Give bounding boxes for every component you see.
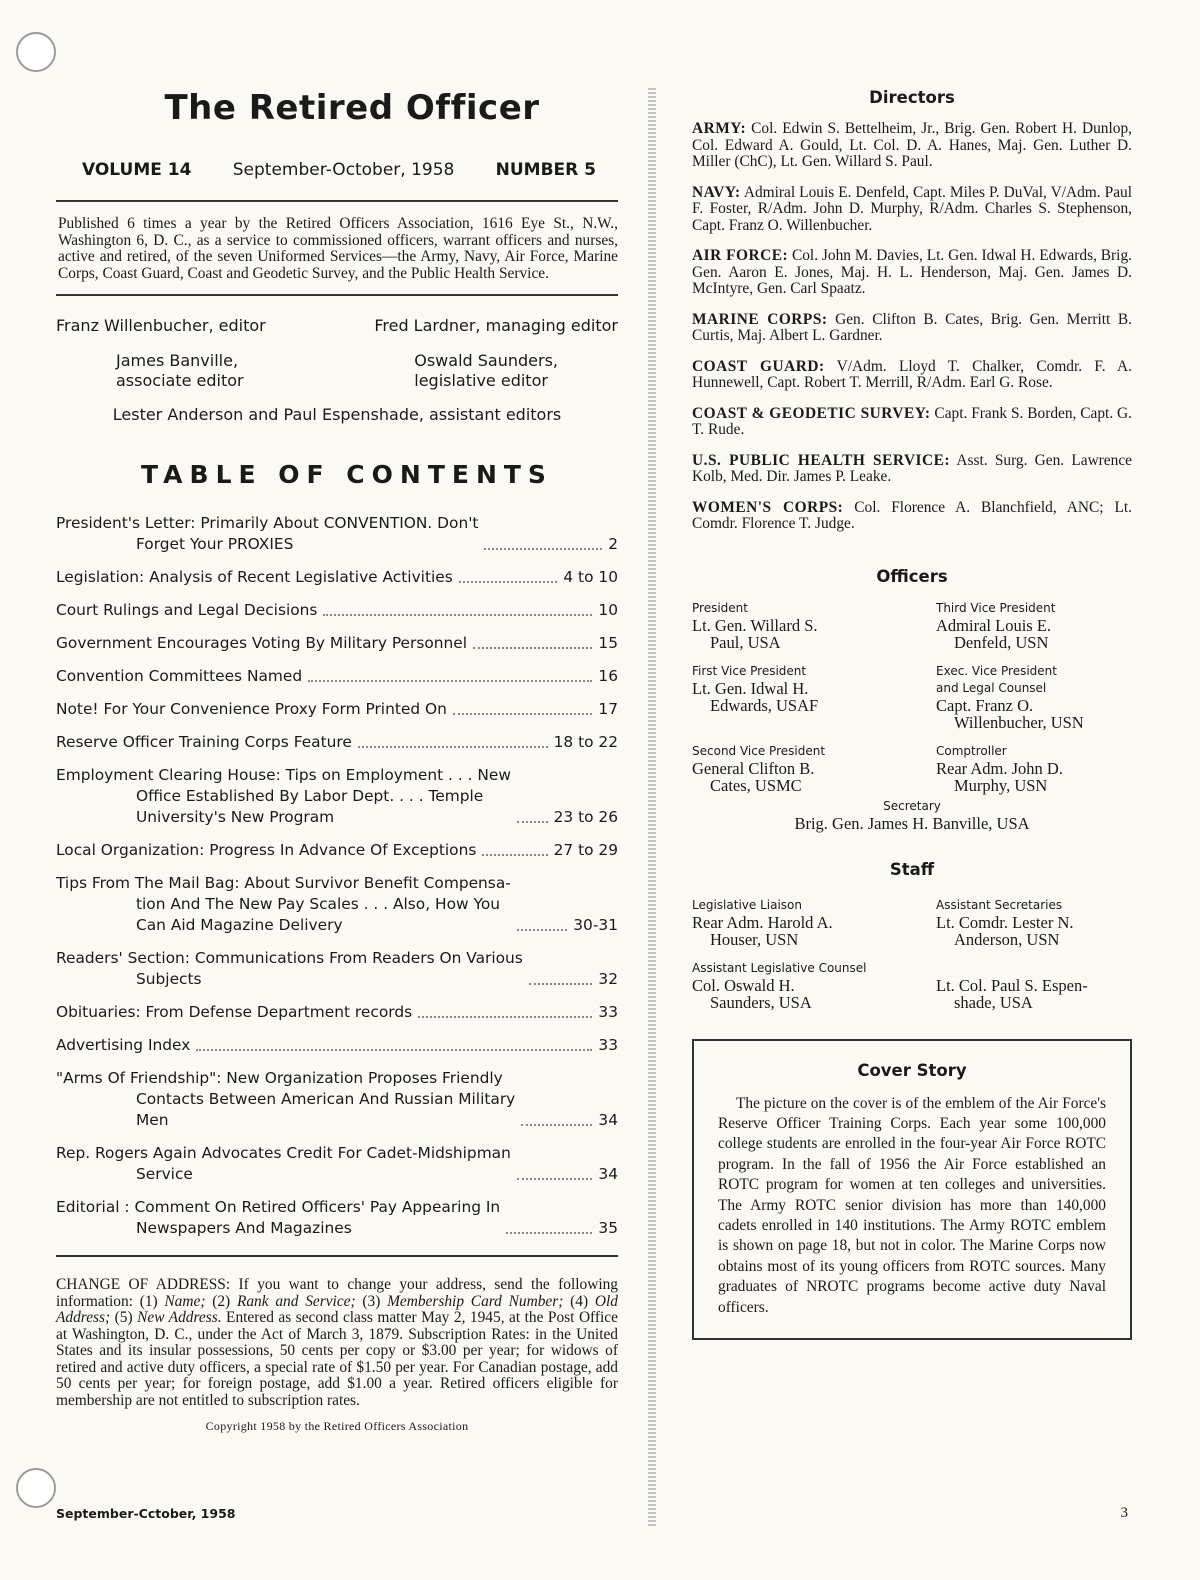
staff-name-line: Lt. Col. Paul S. Espen- (936, 975, 1088, 995)
toc-entry-title (56, 840, 476, 861)
officers-heading: Officers (876, 566, 948, 586)
toc-entry (56, 699, 618, 720)
toc-entry-title (56, 600, 317, 621)
toc-entry-line: Legislation: Analysis of Recent Legislative Activities (56, 568, 453, 586)
issue-line (56, 160, 618, 180)
right-column (692, 88, 1132, 1340)
staff-name-line: Saunders, USA (710, 992, 812, 1012)
officer-entry (692, 600, 936, 651)
toc-entry-line: Tips From The Mail Bag: About Survivor Benefit Compensa- (56, 874, 511, 892)
officer-name-line: Murphy, USN (954, 775, 1048, 795)
footer-date: September-Cctober, 1958 (56, 1506, 236, 1521)
director-service-label: COAST & GEODETIC SURVEY: (692, 404, 931, 422)
officers-grid (692, 600, 1132, 794)
director-service-label: AIR FORCE: (692, 247, 789, 264)
toc-entry-line: Obituaries: From Defense Department records (56, 1003, 413, 1021)
director-names: Col. Florence A. Blanchfield, ANC; Lt. Comdr. Florence T. Judge. (692, 498, 1132, 532)
staff-name (692, 914, 936, 948)
masthead-title: The Retired Officer (164, 88, 540, 128)
toc-entry-page: 10 (598, 601, 618, 619)
director-group (692, 453, 1132, 486)
toc-entry (56, 765, 618, 828)
toc-entry (56, 1002, 618, 1023)
dot-leader (521, 1124, 592, 1126)
editor-credit: Franz Willenbucher, editor (56, 316, 266, 335)
director-service-label: WOMEN'S CORPS: (692, 498, 844, 516)
toc-entry (56, 1068, 618, 1131)
legislative-editor-name: Oswald Saunders, (414, 351, 558, 370)
toc-entry-page: 34 (598, 1165, 618, 1183)
dot-leader (517, 821, 548, 823)
staff-entry (692, 960, 936, 1011)
officer-title: First Vice President (692, 663, 807, 678)
toc-entry (56, 1143, 618, 1185)
toc-entry (56, 732, 618, 753)
toc-entry-line: Employment Clearing House: Tips on Employment . . . New (56, 766, 511, 784)
director-service-label: ARMY: (692, 120, 747, 137)
toc-entry-line: Newspapers And Magazines (136, 1219, 352, 1237)
officer-entry (936, 663, 1132, 731)
staff-name (936, 977, 1132, 1011)
director-service-label: NAVY: (692, 183, 741, 201)
toc-entry-line: Advertising Index (56, 1036, 191, 1054)
officer-title-line2: and Legal Counsel (936, 680, 1047, 695)
toc-entry (56, 948, 618, 990)
toc-entry-line: Service (136, 1165, 193, 1183)
change-of-address-notice: CHANGE OF ADDRESS: If you want to change your address, send the following information: (1) Name; (2) Rank and Service; (3) Membership Card Number; (4) Old Address; (5) New Address. Entered as second class matter May 2, 1945, at the Post Office at Washington, D. C., under the Act of March 3, 1879. Subscription Rates: in the United States and its insular possessions, 50 cents per copy or $3.00 per year; for widows of retired and active duty officers, a special rate of $1.50 per year. For Canadian postage, add 50 cents per year; for foreign postage, add $1.00 a year. Retired officers eligible for membership are not entitled to subscription rates. (56, 1276, 618, 1409)
officer-entry (692, 663, 936, 731)
officer-title: Exec. Vice President (936, 663, 1057, 678)
assistant-editors-credit: Lester Anderson and Paul Espenshade, assistant editors (112, 405, 562, 424)
officer-title: Third Vice President (936, 600, 1056, 615)
officer-name (692, 617, 936, 651)
toc-entry (56, 513, 618, 555)
toc-entry-line: Convention Committees Named (56, 667, 303, 685)
toc-entry-line: Contacts Between American And Russian Military (136, 1090, 516, 1108)
officer-name (692, 760, 936, 794)
director-service-label: U.S. PUBLIC HEALTH SERVICE: (692, 451, 951, 469)
staff-name-line: Anderson, USN (954, 929, 1060, 949)
dot-leader (529, 983, 593, 985)
staff-entry (936, 897, 1132, 948)
director-names: Col. John M. Davies, Lt. Gen. Idwal H. Edwards, Brig. Gen. Aaron E. Jones, Maj. H. L. Henderson, Maj. Gen. James D. McIntyre, Gen. Carl Spaatz. (692, 247, 1133, 297)
issue-date: September-October, 1958 (232, 160, 455, 180)
dot-leader (453, 713, 593, 715)
toc-entry-title (56, 732, 352, 753)
toc-entry-title (56, 699, 447, 720)
toc-entry-line: Can Aid Magazine Delivery (136, 916, 343, 934)
dot-leader (482, 854, 547, 856)
staff-name (692, 977, 936, 1011)
staff-grid (692, 897, 1132, 1011)
binder-hole-top (16, 32, 56, 72)
toc-entry-line: Rep. Rogers Again Advocates Credit For Cadet-Midshipman (56, 1144, 511, 1162)
officer-name-line: Rear Adm. John D. (936, 758, 1063, 778)
toc-entry-page: 17 (598, 700, 618, 718)
director-names: Capt. Frank S. Borden, Capt. G. T. Rude. (692, 404, 1132, 438)
publication-notice: Published 6 times a year by the Retired Officers Association, 1616 Eye St., N.W., Washington 6, D. C., as a service to commissioned officers, warrant officers and nurses, active and retired, of the seven Uniformed Services—the Army, Navy, Air Force, Marine Corps, Coast Guard, Coast and Geodetic Survey, and the Public Health Service. (58, 215, 618, 282)
toc-heading: TABLE OF CONTENTS (141, 460, 553, 489)
toc-entry-line: Reserve Officer Training Corps Feature (56, 733, 352, 751)
staff-title: Assistant Legislative Counsel (692, 960, 867, 975)
toc-entry-title (56, 1035, 190, 1056)
officer-name (692, 680, 936, 714)
toc-entry-line: Local Organization: Progress In Advance Of Exceptions (56, 841, 477, 859)
page-number: 3 (1120, 1505, 1128, 1521)
officer-name-line: Lt. Gen. Willard S. (692, 615, 818, 635)
staff-entry (692, 897, 936, 948)
staff-name-line: Lt. Comdr. Lester N. (936, 912, 1074, 932)
dot-leader (459, 581, 558, 583)
secretary-title: Secretary (883, 798, 941, 813)
officer-title: Second Vice President (692, 743, 826, 758)
managing-editor-credit: Fred Lardner, managing editor (374, 316, 618, 335)
cover-story-text: The picture on the cover is of the emblem of the Air Force's Reserve Officer Training Corps. Each year some 100,000 college students are enrolled in the four-year Air Force ROTC program. In the fall of 1956 the Air Force established an ROTC program for women at ten colleges and universities. The Army ROTC senior division has more than 140,000 cadets enrolled in 140 institutions. The Army ROTC emblem is shown on page 18, but not in color. The Marine Corps now obtains most of its young officers from ROTC sources. Many graduates of NROTC programs become active duty Naval officers. (718, 1094, 1106, 1316)
toc-entry-line: Court Rulings and Legal Decisions (56, 601, 318, 619)
toc-entry-title (56, 666, 302, 687)
toc-entry-title (56, 1143, 511, 1185)
officer-name-line: Cates, USMC (710, 775, 802, 795)
officer-entry (936, 743, 1132, 794)
copyright-line: Copyright 1958 by the Retired Officers Association (205, 1419, 469, 1433)
toc-entry-page: 33 (598, 1003, 618, 1021)
staff-title: Assistant Secretaries (936, 897, 1063, 912)
toc-entry-page: 4 to 10 (563, 568, 618, 586)
toc-entry-page: 27 to 29 (553, 841, 618, 859)
officer-name-line: Capt. Franz O. (936, 695, 1034, 715)
officer-name-line: Lt. Gen. Idwal H. (692, 678, 809, 698)
cover-story-box (692, 1039, 1132, 1340)
toc-entry-page: 32 (598, 970, 618, 988)
toc-entry-title (56, 765, 511, 828)
toc-entry-page: 2 (608, 535, 618, 553)
director-group (692, 500, 1132, 533)
toc-entry-title (56, 948, 523, 990)
director-names: Asst. Surg. Gen. Lawrence Kolb, Med. Dir. James P. Leake. (692, 451, 1132, 485)
toc-entry-title (56, 633, 467, 654)
dot-leader (517, 929, 567, 931)
director-names: Col. Edwin S. Bettelheim, Jr., Brig. Gen. Robert H. Dunlop, Col. Edward A. Gould, Lt. Col. D. A. Hanes, Maj. Gen. Luther D. Miller (ChC), Lt. Gen. Willard S. Paul. (692, 120, 1132, 170)
directors-heading: Directors (869, 88, 955, 107)
toc-entry-title (56, 1068, 515, 1131)
toc-entry (56, 1035, 618, 1056)
toc-entry (56, 666, 618, 687)
staff-title: Legislative Liaison (692, 897, 802, 912)
toc-entry-line: tion And The New Pay Scales . . . Also, How You (136, 895, 501, 913)
officer-name (936, 697, 1132, 731)
director-names: V/Adm. Lloyd T. Chalker, Comdr. F. A. Hunnewell, Capt. Robert T. Merrill, R/Adm. Earl G. Rose. (692, 357, 1132, 391)
officer-title: President (692, 600, 748, 615)
associate-editor-name: James Banville, (116, 351, 239, 370)
officer-name-line: Edwards, USAF (710, 695, 819, 715)
officer-title: Comptroller (936, 743, 1007, 758)
toc-entry (56, 873, 618, 936)
toc-entry-line: Men (136, 1111, 169, 1129)
dot-leader (517, 1178, 593, 1180)
toc-entry (56, 840, 618, 861)
staff-entry (936, 960, 1132, 1011)
director-service-label: COAST GUARD: (692, 357, 825, 375)
director-group (692, 121, 1132, 171)
number-label: NUMBER 5 (495, 160, 596, 180)
toc-entry-page: 23 to 26 (553, 808, 618, 826)
toc-entry-page: 33 (598, 1036, 618, 1054)
toc-entry-title (56, 1002, 412, 1023)
officer-entry (936, 600, 1132, 651)
officer-name (936, 617, 1132, 651)
dot-leader (473, 647, 592, 649)
toc-entry (56, 567, 618, 588)
binder-hole-bottom (16, 1468, 56, 1508)
associate-editor-role: associate editor (116, 371, 244, 390)
toc-entry-line: University's New Program (136, 808, 335, 826)
staff-name-line: Col. Oswald H. (692, 975, 795, 995)
dot-leader (484, 548, 602, 550)
staff-name-line: Houser, USN (710, 929, 799, 949)
toc-entry-title (56, 873, 511, 936)
toc-entry-title (56, 513, 478, 555)
staff-name-line: Rear Adm. Harold A. (692, 912, 833, 932)
toc-entry-line: President's Letter: Primarily About CONVENTION. Don't (56, 514, 479, 532)
staff-heading: Staff (889, 859, 935, 879)
director-group (692, 185, 1132, 235)
toc-entry (56, 600, 618, 621)
toc-entry-page: 30-31 (573, 916, 618, 934)
toc-entry-line: Government Encourages Voting By Military Personnel (56, 634, 468, 652)
officer-entry (692, 743, 936, 794)
dot-leader (308, 680, 592, 682)
toc-entry-line: "Arms Of Friendship": New Organization Proposes Friendly (56, 1069, 503, 1087)
toc-entry-line: Readers' Section: Communications From Readers On Various (56, 949, 523, 967)
directors-list (692, 121, 1132, 533)
director-service-label: MARINE CORPS: (692, 310, 828, 328)
toc-entry-line: Forget Your PROXIES (136, 535, 294, 553)
officer-name-line: Denfeld, USN (954, 632, 1049, 652)
officer-name-line: Paul, USA (710, 632, 781, 652)
table-of-contents (56, 513, 618, 1239)
volume-label: VOLUME 14 (82, 160, 192, 180)
toc-entry-line: Subjects (136, 970, 202, 988)
secretary-name: Brig. Gen. James H. Banville, USA (794, 813, 1030, 833)
secretary-block (692, 798, 1132, 832)
officer-name (936, 760, 1132, 794)
director-group (692, 312, 1132, 345)
toc-entry (56, 1197, 618, 1239)
staff-name-line: shade, USA (954, 992, 1033, 1012)
director-group (692, 406, 1132, 439)
divider (56, 294, 618, 296)
staff-name (936, 914, 1132, 948)
legislative-editor-role: legislative editor (414, 371, 548, 390)
toc-entry-title (56, 567, 453, 588)
toc-entry-line: Office Established By Labor Dept. . . . Temple (136, 787, 484, 805)
dot-leader (418, 1016, 592, 1018)
director-names: Admiral Louis E. Denfeld, Capt. Miles P. DuVal, V/Adm. Paul F. Foster, R/Adm. John D. Murphy, R/Adm. Charles S. Stephenson, Capt. Franz O. Willenbucher. (692, 183, 1132, 234)
dot-leader (358, 746, 548, 748)
dot-leader (323, 614, 592, 616)
director-names: Gen. Clifton B. Cates, Brig. Gen. Merritt B. Curtis, Maj. Albert L. Gardner. (692, 310, 1132, 344)
director-group (692, 248, 1132, 298)
toc-entry-page: 18 to 22 (553, 733, 618, 751)
staff-title (936, 960, 1132, 977)
cover-story-heading: Cover Story (857, 1060, 967, 1080)
toc-entry-page: 16 (598, 667, 618, 685)
dot-leader (506, 1232, 592, 1234)
officer-name-line: General Clifton B. (692, 758, 815, 778)
toc-entry-page: 35 (598, 1219, 618, 1237)
officer-name-line: Willenbucher, USN (954, 712, 1084, 732)
toc-entry-page: 15 (598, 634, 618, 652)
officer-name-line: Admiral Louis E. (936, 615, 1052, 635)
toc-entry-line: Note! For Your Convenience Proxy Form Printed On (56, 700, 447, 718)
left-column (56, 84, 618, 1434)
column-divider (648, 88, 656, 1526)
editorial-staff (56, 316, 618, 424)
director-group (692, 359, 1132, 392)
toc-entry-line: Editorial : Comment On Retired Officers' Pay Appearing In (56, 1198, 501, 1216)
dot-leader (196, 1049, 592, 1051)
toc-entry-title (56, 1197, 500, 1239)
toc-entry (56, 633, 618, 654)
toc-entry-page: 34 (598, 1111, 618, 1129)
